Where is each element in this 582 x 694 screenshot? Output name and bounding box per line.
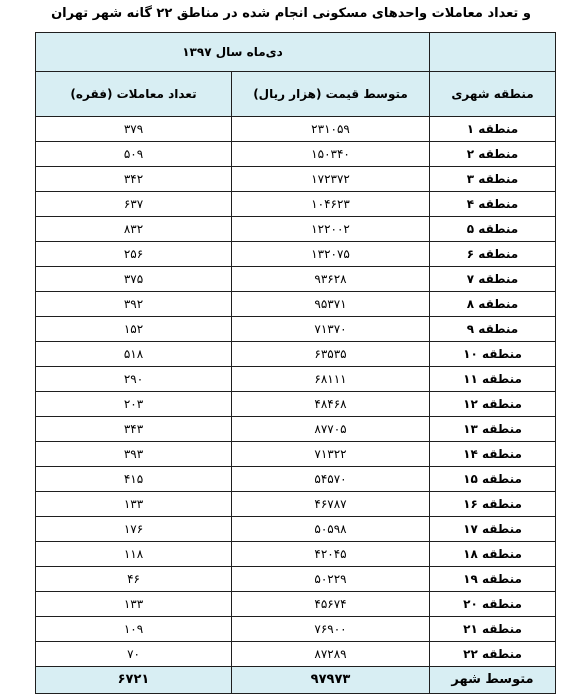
region-cell: منطقه ۷ [430, 267, 556, 292]
region-cell: منطقه ۱۸ [430, 542, 556, 567]
price-cell: ۴۶۷۸۷ [232, 492, 430, 517]
region-cell: منطقه ۱۵ [430, 467, 556, 492]
count-cell: ۴۱۵ [36, 467, 232, 492]
price-cell: ۱۳۲۰۷۵ [232, 242, 430, 267]
table-row [36, 467, 556, 492]
count-cell: ۱۷۶ [36, 517, 232, 542]
price-cell: ۸۷۷۰۵ [232, 417, 430, 442]
region-cell: منطقه ۱۶ [430, 492, 556, 517]
price-cell: ۵۰۵۹۸ [232, 517, 430, 542]
table-row [36, 517, 556, 542]
count-cell: ۸۳۲ [36, 217, 232, 242]
count-cell: ۱۵۲ [36, 317, 232, 342]
region-cell: منطقه ۴ [430, 192, 556, 217]
count-cell: ۲۹۰ [36, 367, 232, 392]
price-cell: ۹۵۳۷۱ [232, 292, 430, 317]
table-row [36, 242, 556, 267]
table-row [36, 292, 556, 317]
price-cell: ۶۳۵۳۵ [232, 342, 430, 367]
region-cell: منطقه ۹ [430, 317, 556, 342]
count-cell: ۳۴۳ [36, 417, 232, 442]
region-cell: منطقه ۲۰ [430, 592, 556, 617]
count-cell: ۳۷۹ [36, 117, 232, 142]
table-row [36, 417, 556, 442]
table-row [36, 217, 556, 242]
transactions-table [35, 32, 556, 694]
count-cell: ۵۱۸ [36, 342, 232, 367]
table-row [36, 492, 556, 517]
region-cell: منطقه ۱ [430, 117, 556, 142]
table-row [36, 592, 556, 617]
table-row [36, 342, 556, 367]
table-row [36, 392, 556, 417]
total-label: متوسط شهر [430, 667, 556, 694]
count-cell: ۱۳۳ [36, 492, 232, 517]
region-cell: منطقه ۱۷ [430, 517, 556, 542]
count-cell: ۵۰۹ [36, 142, 232, 167]
table-row [36, 567, 556, 592]
table-caption: و تعداد معاملات واحدهای مسکونی انجام شده در مناطق ۲۲ گانه شهر تهران [51, 6, 531, 21]
price-cell: ۱۵۰۳۴۰ [232, 142, 430, 167]
total-count: ۶۷۲۱ [36, 667, 232, 694]
count-cell: ۲۵۶ [36, 242, 232, 267]
count-cell: ۴۶ [36, 567, 232, 592]
region-cell: منطقه ۲ [430, 142, 556, 167]
price-cell: ۷۱۳۷۰ [232, 317, 430, 342]
region-cell: منطقه ۱۲ [430, 392, 556, 417]
region-cell: منطقه ۱۱ [430, 367, 556, 392]
price-cell: ۵۰۲۲۹ [232, 567, 430, 592]
price-cell: ۴۸۴۶۸ [232, 392, 430, 417]
price-cell: ۸۷۲۸۹ [232, 642, 430, 667]
table-row [36, 542, 556, 567]
region-cell: منطقه ۸ [430, 292, 556, 317]
region-cell: منطقه ۵ [430, 217, 556, 242]
count-cell: ۳۹۲ [36, 292, 232, 317]
region-cell: منطقه ۲۲ [430, 642, 556, 667]
count-cell: ۳۴۲ [36, 167, 232, 192]
table-row [36, 317, 556, 342]
count-cell: ۶۳۷ [36, 192, 232, 217]
price-cell: ۷۶۹۰۰ [232, 617, 430, 642]
count-cell: ۲۰۳ [36, 392, 232, 417]
table-row [36, 192, 556, 217]
region-cell: منطقه ۱۹ [430, 567, 556, 592]
price-cell: ۱۰۴۶۲۳ [232, 192, 430, 217]
header-row [36, 72, 556, 117]
price-cell: ۱۷۲۳۷۲ [232, 167, 430, 192]
price-cell: ۴۲۰۴۵ [232, 542, 430, 567]
price-cell: ۹۳۶۲۸ [232, 267, 430, 292]
table-row [36, 367, 556, 392]
count-cell: ۱۱۸ [36, 542, 232, 567]
table-row [36, 617, 556, 642]
table-row [36, 642, 556, 667]
region-cell: منطقه ۶ [430, 242, 556, 267]
count-cell: ۳۷۵ [36, 267, 232, 292]
price-cell: ۲۳۱۰۵۹ [232, 117, 430, 142]
header-region: منطقه شهری [430, 72, 556, 117]
region-cell: منطقه ۱۳ [430, 417, 556, 442]
price-cell: ۵۴۵۷۰ [232, 467, 430, 492]
header-count: تعداد معاملات (فقره) [36, 72, 232, 117]
period-corner-cell [430, 33, 556, 72]
table-row [36, 142, 556, 167]
table-row [36, 442, 556, 467]
region-cell: منطقه ۱۴ [430, 442, 556, 467]
header-price: متوسط قیمت (هزار ریال) [232, 72, 430, 117]
count-cell: ۱۰۹ [36, 617, 232, 642]
region-cell: منطقه ۱۰ [430, 342, 556, 367]
price-cell: ۴۵۶۷۴ [232, 592, 430, 617]
table-row [36, 267, 556, 292]
period-label: دی‌ماه سال ۱۳۹۷ [36, 33, 430, 72]
count-cell: ۷۰ [36, 642, 232, 667]
total-price: ۹۷۹۷۳ [232, 667, 430, 694]
count-cell: ۱۳۳ [36, 592, 232, 617]
price-cell: ۷۱۳۲۲ [232, 442, 430, 467]
total-row [36, 667, 556, 694]
price-cell: ۱۲۲۰۰۲ [232, 217, 430, 242]
table-row [36, 117, 556, 142]
table-row [36, 167, 556, 192]
period-row [36, 33, 556, 72]
count-cell: ۳۹۳ [36, 442, 232, 467]
region-cell: منطقه ۳ [430, 167, 556, 192]
region-cell: منطقه ۲۱ [430, 617, 556, 642]
price-cell: ۶۸۱۱۱ [232, 367, 430, 392]
